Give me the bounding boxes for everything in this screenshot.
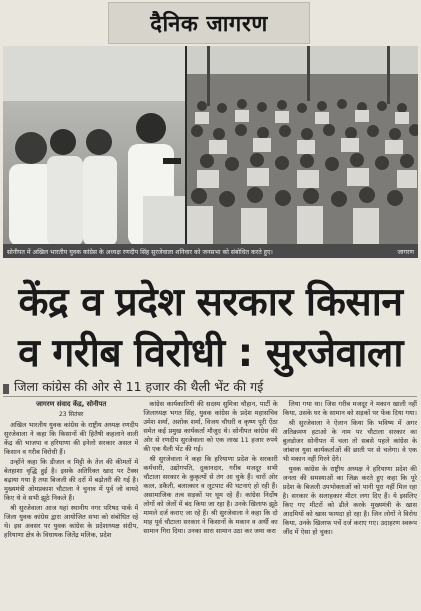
speaker-photo <box>3 46 185 246</box>
article-paragraph: श्री सुरजेवाला आज यहां स्थानीय नगर परिषद पार्क में जिला युवक कांग्रेस द्वारा आयोजित सभा को संबोधित रहे थे। इस अवसर पर युवक कांग्रेस के प्रदेशाध्यक्ष संदीप, हरियाणा क्षेत्र के विधायक जितेंद्र मलिक, प्रदेश <box>4 504 139 539</box>
crowd-photo <box>187 46 418 246</box>
newspaper-masthead <box>108 2 310 44</box>
article-column-3 <box>283 400 417 608</box>
article-paragraph: उन्होंने कहा कि डीजल व मिट्टी के तेल की कीमतों में बेतहाशा वृद्धि हुई है। इसके अतिरिक्त खाद पर टैक्स बढ़ाया गया है तथा बिजली की दरों में बढ़ोतरी की गई है। मुख्यमंत्री ओमप्रकाश चौटाला ने चुनाव में पूर्व जो वायदे किए थे वे सभी झूठे निकले हैं। <box>4 458 139 502</box>
article-paragraph: लिया गया था। जिस गरीब मजदूर ने मकान खाली नहीं किया, उसके घर के सामान को सड़कों पर फेंक दिया गया। <box>282 400 417 417</box>
article-body <box>4 400 417 608</box>
subheadline: जिला कांग्रेस की ओर से 11 हजार की थैली भेंट की गई <box>14 379 264 394</box>
caption-credit: जागरण <box>397 248 414 256</box>
dateline: 23 सितंबर <box>58 411 84 418</box>
article-paragraph: श्री सुरजेवाला ने कहा कि हरियाणा प्रदेश के सरकारी कर्मचारी, उद्योगपति, दुकानदार, गरीब मजदूर सभी चौटाला सरकार के कुकृत्यों से तंग आ चुके हैं। चारों ओर कत्ल, डकैती, बलात्कार व लूटपाट की घटनाएं हो रही हैं। असामाजिक तत्व सड़कों पर घूम रहे हैं। कांग्रेस निर्दोष लोगों को जेलों में बंद किया जा रहा है। उनके खिलाफ झूठे मामले दर्ज कराए जा रहे हैं। श्री सुरजेवाला ने कहा कि दो माह पूर्व चौटाला सरकार ने किसानों के मकान व अर्थी का सामान गिरा दिया। उनका सारा सामान उठा कर जमा करा <box>143 455 278 535</box>
headline-line-1: केंद्र व प्रदेश सरकार किसान <box>18 280 403 325</box>
caption-text: सोनीपत में अखिल भारतीय युवक कांग्रेस के अध्यक्ष रणदीप सिंह सुरजेवाला शनिवार को जनसभा को संबोधित करते हुए। <box>7 248 273 256</box>
article-column-2 <box>143 400 277 608</box>
newspaper-name: दैनिक जागरण <box>150 11 268 37</box>
subheadline-divider <box>3 396 417 397</box>
article-paragraph: अखिल भारतीय युवक कांग्रेस के राष्ट्रीय अध्यक्ष रणदीप सुरजेवाला ने कहा कि किसानों की हितैषी कहलाने वाली केंद्र की भाजपा व हरियाणा की इनेलो सरकार असल में किसान व गरीब विरोधी हैं। <box>4 421 139 456</box>
article-paragraph: कांग्रेस कार्यकारिणी की सदस्य सुमित्रा चौहान, पार्टी के जिलाध्यक्ष भगत सिंह, युवक कांग्रेस के प्रदेश महासचिव उमेश शर्मा, अशोक शर्मा, विजय चौधरी व कृष्ण पूरी ऐंठा समेत कई प्रमुख कार्यकर्ता मौजूद थे। सोनीपत कांग्रेस की ओर से रणदीप सुरजेवाला को एक लाख 11 हजार रुपये की एक थैली भेंट की गई। <box>143 400 278 453</box>
article-column-1 <box>4 400 138 608</box>
article-paragraph: युवक कांग्रेस के राष्ट्रीय अध्यक्ष ने हरियाणा प्रदेश की जनता की समस्याओं का जिक्र करते हुए कहा कि पूरे प्रदेश के बिजली उपभोक्ताओं को पानी पूरा नहीं मिल रहा है। सरकार के सलाहकार मीटर लगा दिए हैं। ये इसलिए किए गए मीटरों को ढीले करके मुख्यमंत्री के खास आदमियों को खास फायदा हो रहा है। जिन लोगों ने विरोध किया, उनके खिलाफ पर्चे दर्ज कराए गए। उदाहरण स्वरूप जींद में ऐसा हो चुका। <box>282 465 417 536</box>
article-paragraph: श्री सुरजेवाला ने ऐलान किया कि भविष्य में अगर अतिक्रमण हटाओ के नाम पर चौटाला सरकार का बुलडोजर सोनीपत में चला तो सबसे पहले कांग्रेस के जांबाज युवा कार्यकर्ताओं की छाती पर से चलेगा। वे एक भी मकान नहीं गिरने देंगे। <box>282 419 417 463</box>
headline-line-2: व गरीब विरोधी : सुरजेवाला <box>18 331 403 376</box>
byline: जागरण संवाद केंद्र, सोनीपत <box>36 400 107 408</box>
news-photographs <box>3 46 418 246</box>
photo-caption <box>3 244 418 258</box>
subheadline-marker <box>3 384 9 394</box>
